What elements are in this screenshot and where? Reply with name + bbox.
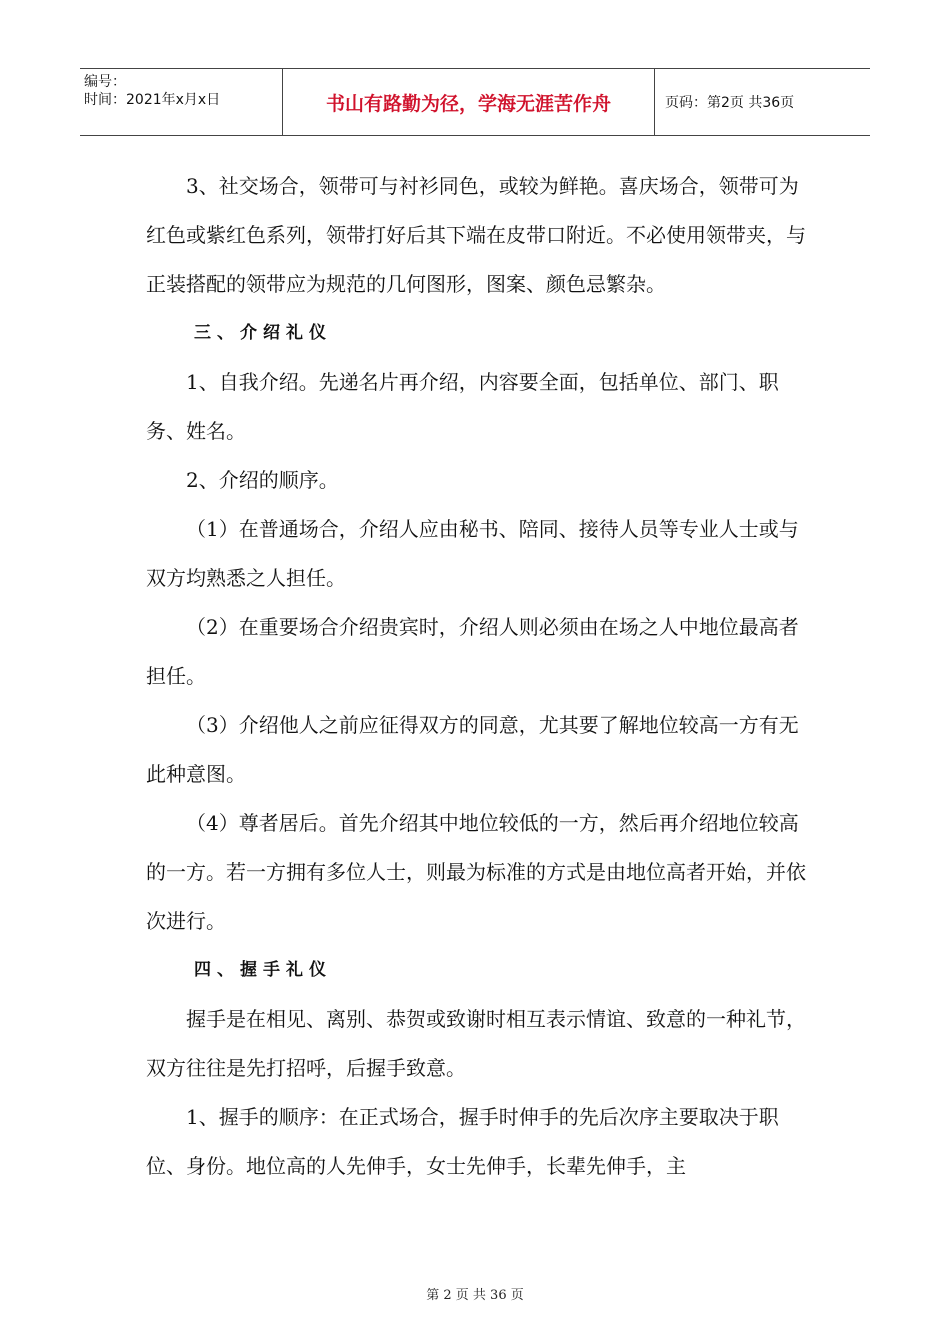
paragraph: （1）在普通场合，介绍人应由秘书、陪同、接待人员等专业人士或与双方均熟悉之人担任。: [146, 517, 799, 590]
paragraph: （3）介绍他人之前应征得双方的同意，尤其要了解地位较高一方有无此种意图。: [146, 713, 799, 786]
document-body: [146, 162, 812, 1191]
section-heading: 三、介绍礼仪: [194, 323, 332, 343]
page-footer: 第 2 页 共 36 页: [426, 1288, 524, 1303]
paragraph: 1、自我介绍。先递名片再介绍，内容要全面，包括单位、部门、职务、姓名。: [146, 370, 779, 443]
date-label: 时间：2021年x月x日: [84, 92, 221, 108]
section-heading: 四、握手礼仪: [194, 960, 332, 980]
page-header: [80, 68, 870, 136]
paragraph: 握手是在相见、离别、恭贺或致谢时相互表示情谊、致意的一种礼节，双方往往是先打招呼，后握手致意。: [146, 1007, 806, 1080]
paragraph: （2）在重要场合介绍贵宾时，介绍人则必须由在场之人中地位最高者担任。: [146, 615, 799, 688]
paragraph: 1、握手的顺序：在正式场合，握手时伸手的先后次序主要取决于职位、身份。地位高的人先伸手，女士先伸手，长辈先伸手，主: [146, 1105, 779, 1178]
number-label: 编号：: [84, 74, 126, 90]
header-page-info: 页码：第2页 共36页: [665, 95, 795, 111]
header-meta: [80, 69, 283, 135]
header-motto: 书山有路勤为径，学海无涯苦作舟: [283, 69, 655, 135]
paragraph: （4）尊者居后。首先介绍其中地位较低的一方，然后再介绍地位较高的一方。若一方拥有多位人士，则最为标准的方式是由地位高者开始，并依次进行。: [146, 811, 806, 933]
paragraph: 3、社交场合，领带可与衬衫同色，或较为鲜艳。喜庆场合，领带可为红色或紫红色系列，领带打好后其下端在皮带口附近。不必使用领带夹，与正装搭配的领带应为规范的几何图形，图案、颜色忌繁杂。: [146, 174, 806, 296]
paragraph: 2、介绍的顺序。: [186, 468, 339, 492]
